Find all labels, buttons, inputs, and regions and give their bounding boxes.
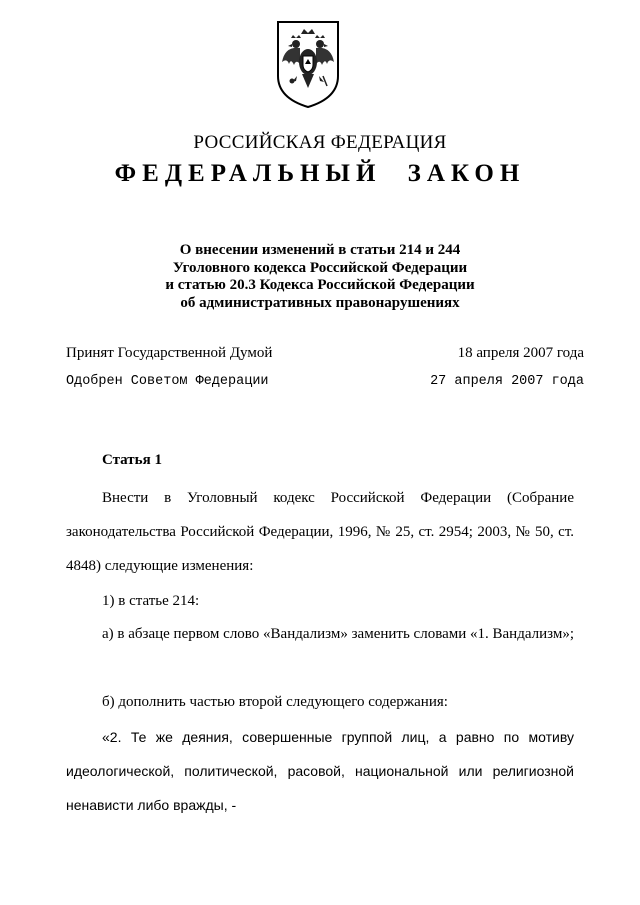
duma-adoption-label: Принят Государственной Думой [66,345,273,361]
double-headed-eagle-emblem-icon [275,18,341,110]
article-intro-paragraph: Внести в Уголовный кодекс Российской Федерации (Собрание законодательства Российской Федерации, 1996, № 25, ст. 2954; 2003, № 50, ст. 4848) следующие изменения: [66,490,574,574]
council-approval-date: 27 апреля 2007 года [430,374,584,389]
country-heading: РОССИЙСКАЯ ФЕДЕРАЦИЯ [193,132,447,153]
law-title-line: О внесении изменений в статьи 214 и 244 [179,242,461,258]
law-title-line: Уголовного кодекса Российской Федерации [172,259,468,276]
duma-adoption-date: 18 апреля 2007 года [457,345,584,361]
law-title [0,242,640,312]
article-quote-paragraph: «2. Те же деяния, совершенные группой лиц, а равно по мотиву идеологической, политической, расовой, национальной или религиозной ненависти либо вражды, - [66,729,574,813]
law-type-heading: ФЕДЕРАЛЬНЫЙ ЗАКОН [114,160,526,187]
article-item-b: б) дополнить частью второй следующего содержания: [102,694,448,710]
article-item-1: 1) в статье 214: [102,593,200,609]
law-title-line: и статью 20.3 Кодекса Российской Федерации [165,277,475,293]
article-item-a: а) в абзаце первом слово «Вандализм» заменить словами «1. Вандализм»; [102,626,575,642]
article-title: Статья 1 [102,452,162,468]
council-approval-label: Одобрен Советом Федерации [66,374,269,389]
law-title-line: об административных правонарушениях [180,294,460,311]
